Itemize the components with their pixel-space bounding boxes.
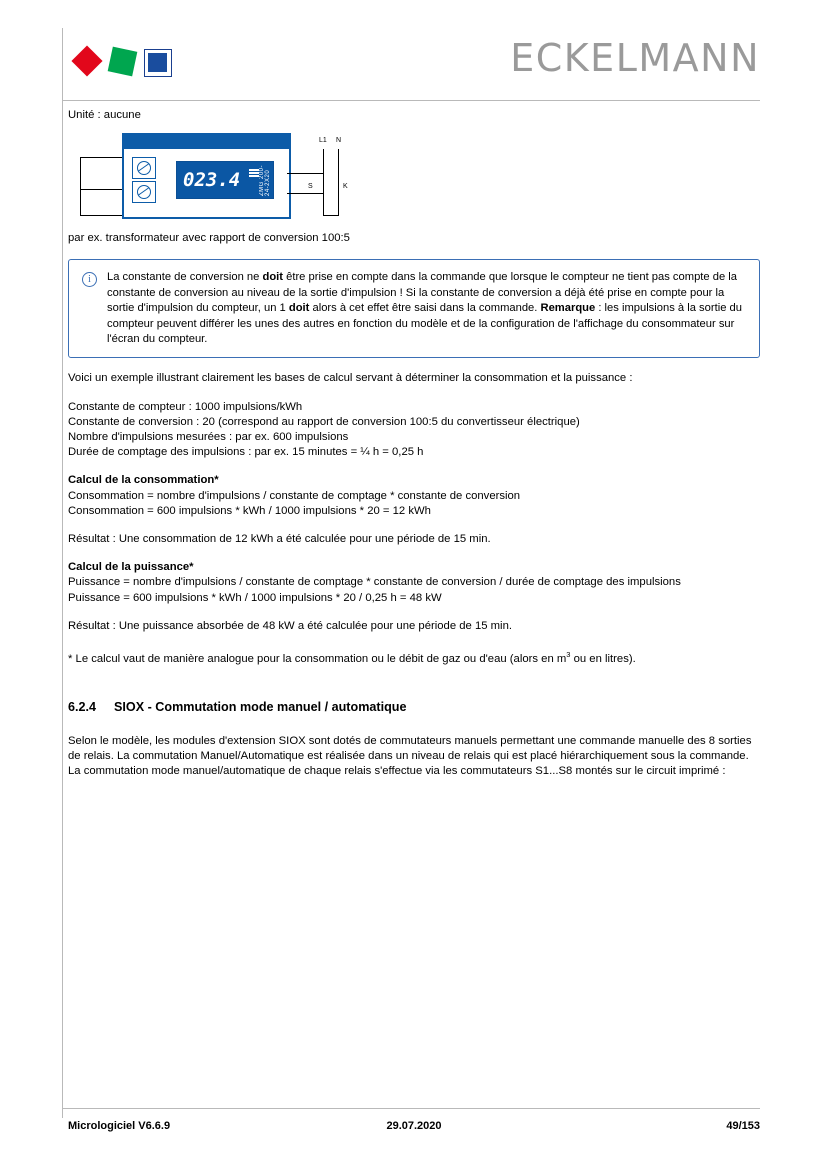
page-content [68, 108, 760, 780]
figure-caption: par ex. transformateur avec rapport de conversion 100:5 [68, 232, 350, 245]
note-text-1: La constante de conversion ne [107, 271, 263, 284]
footer-date: 29.07.2020 [386, 1120, 442, 1132]
note-bold-3: Remarque [540, 302, 596, 315]
terminal-label-n: N [336, 137, 342, 145]
power-calc-line-2: Puissance = 600 impulsions * kWh / 1000 impulsions * 20 / 0,25 h = 48 kW [68, 591, 442, 604]
wire-left-vertical [80, 157, 81, 215]
eckelmann-logo [74, 44, 194, 80]
terminal-screw-1-icon [132, 157, 156, 179]
meter-top-bar [124, 135, 289, 149]
note-text [107, 270, 747, 347]
wire-right-bottom [323, 215, 339, 216]
section-number: 6.2.4 [68, 700, 97, 715]
given-line-4: Durée de comptage des impulsions : par ex. 15 minutes = ¼ h = 0,25 h [68, 446, 424, 459]
footnote [68, 647, 760, 667]
green-square-icon [108, 47, 138, 77]
consumption-calc-line-2: Consommation = 600 impulsions * kWh / 1000 impulsions * 20 = 12 kWh [68, 504, 431, 517]
meter-body [122, 133, 291, 219]
given-line-2: Constante de conversion : 20 (correspond au rapport de conversion 100:5 du convertisseur électrique) [68, 415, 580, 428]
info-icon: i [82, 272, 97, 287]
wire-right-2 [287, 193, 323, 194]
meter-display [176, 161, 274, 199]
terminal-screw-2-icon [132, 181, 156, 203]
blue-square-icon [148, 53, 167, 72]
note-text-4: : les impulsions à la sortie du compteur peuvent différer les unes des autres en fonction du modèle et de la configuration de l'affichage du consommateur sur l'écran du compteur. [107, 302, 742, 346]
wire-right-1 [287, 173, 323, 174]
intro-paragraph: Voici un exemple illustrant clairement les bases de calcul servant à déterminer la consommation et la puissance : [68, 372, 633, 385]
red-diamond-icon [71, 45, 102, 76]
wire-left-top [80, 157, 122, 158]
terminal-label-l1: L1 [319, 137, 327, 145]
page-header [68, 34, 760, 96]
note-text-3: alors à cet effet être saisi dans la commande. [309, 302, 541, 315]
consumption-calc-title: Calcul de la consommation* [68, 474, 219, 487]
left-margin-rule [62, 28, 63, 1118]
pin-label-s: S [308, 183, 313, 191]
info-note-box [68, 259, 760, 358]
section-heading [68, 700, 760, 714]
section-body-paragraph: Selon le modèle, les modules d'extension SIOX sont dotés de commutateurs manuels permettant une commande manuelle des 8 sorties de relais. La commutation Manuel/Automatique est réalisée dans un niveau de relais qui est placé hiérarchiquement sous la commande. La commutation mode manuel/automatique de chaque relais s'effectue via les commutateurs S1...S8 montés sur le circuit imprimé : [68, 735, 752, 778]
pin-label-k: K [343, 183, 348, 191]
footer-page-number: 49/153 [726, 1120, 760, 1132]
given-line-3: Nombre d'impulsions mesurées : par ex. 600 impulsions [68, 431, 349, 444]
note-bold-2: doit [288, 302, 310, 315]
meter-display-value: 023.4 [183, 169, 241, 192]
wire-right-vertical-b [338, 149, 339, 215]
power-calc-line-1: Puissance = nombre d'impulsions / constante de comptage * constante de conversion / durée de comptage des impulsions [68, 576, 681, 589]
footnote-superscript: 3 [566, 650, 571, 660]
power-calc-title: Calcul de la puissance* [68, 561, 194, 574]
given-line-1: Constante de compteur : 1000 impulsions/kWh [68, 400, 303, 413]
meter-display-bars-icon [249, 169, 259, 177]
meter-figure [80, 131, 400, 231]
unit-line: Unité : aucune [68, 109, 141, 121]
wire-left-bottom [80, 189, 122, 190]
meter-model-label: ZMG 200-24-2X20 [259, 165, 271, 197]
power-result: Résultat : Une puissance absorbée de 48 kW a été calculée pour une période de 15 min. [68, 619, 512, 632]
footnote-text-1: * Le calcul vaut de manière analogue pour la consommation ou le débit de gaz ou d'eau (alors en m [68, 652, 567, 665]
consumption-result: Résultat : Une consommation de 12 kWh a été calculée pour une période de 15 min. [68, 533, 491, 546]
brand-name: ECKELMANN [510, 36, 760, 80]
footer-divider [62, 1108, 760, 1109]
section-title: SIOX - Commutation mode manuel / automatique [114, 700, 407, 715]
note-text-2: être prise en compte dans la commande que lorsque le compteur ne tient pas compte de la constante de conversion au niveau de la sortie d'impulsion ! Si la constante de conversion a déjà été prise en compte pour la sortie d'impulsion du compteur, un 1 [107, 271, 737, 315]
footnote-text-2: ou en litres). [570, 652, 636, 665]
footer-firmware: Micrologiciel V6.6.9 [68, 1120, 171, 1132]
header-divider [62, 100, 760, 101]
consumption-calc-line-1: Consommation = nombre d'impulsions / constante de comptage * constante de conversion [68, 489, 521, 502]
wire-right-vertical-a [323, 149, 324, 215]
note-bold-1: doit [262, 271, 284, 284]
